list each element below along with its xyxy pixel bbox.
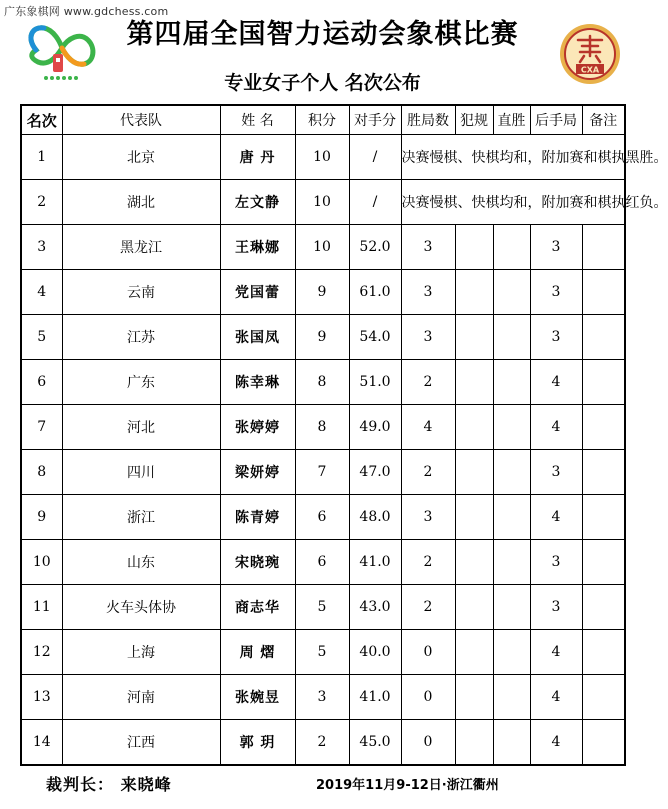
cell-wins: 4: [401, 405, 455, 450]
cell-direct: [493, 315, 530, 360]
site-watermark: 广东象棋网 www.gdchess.com: [4, 5, 169, 18]
cell-opp-points: 48.0: [349, 495, 401, 540]
table-row: [21, 720, 625, 766]
header-team: 代表队: [62, 105, 220, 135]
cell-second: 3: [530, 315, 582, 360]
cell-second: 4: [530, 495, 582, 540]
cell-opp-points: /: [349, 180, 401, 225]
cell-fouls: [455, 585, 493, 630]
cell-opp-points: 47.0: [349, 450, 401, 495]
page-subtitle: 专业女子个人 名次公布: [224, 72, 421, 94]
cell-opp-points: 41.0: [349, 675, 401, 720]
header-direct: 直胜: [493, 105, 530, 135]
table-row: [21, 585, 625, 630]
cell-wins: 0: [401, 630, 455, 675]
cell-rank: 14: [21, 720, 62, 766]
cell-second: 4: [530, 360, 582, 405]
cell-opp-points: 49.0: [349, 405, 401, 450]
cell-team: 云南: [62, 270, 220, 315]
table-row: [21, 270, 625, 315]
cell-wins: 3: [401, 495, 455, 540]
header-rank: 名次: [21, 105, 62, 135]
header-opp-points: 对手分: [349, 105, 401, 135]
cell-opp-points: 43.0: [349, 585, 401, 630]
cell-direct: [493, 405, 530, 450]
header-name: 姓 名: [220, 105, 295, 135]
table-row: [21, 495, 625, 540]
cell-remark: [582, 675, 625, 720]
cell-fouls: [455, 270, 493, 315]
header-points: 积分: [295, 105, 349, 135]
cell-fouls: [455, 405, 493, 450]
cell-team: 上海: [62, 630, 220, 675]
cell-second: 3: [530, 585, 582, 630]
cell-fouls: [455, 315, 493, 360]
header-fouls: 犯规: [455, 105, 493, 135]
cell-rank: 3: [21, 225, 62, 270]
cell-wins: 2: [401, 360, 455, 405]
cell-rank: 6: [21, 360, 62, 405]
chief-referee: 裁判长： 来晓峰: [46, 775, 172, 794]
cell-remark: [582, 225, 625, 270]
table-row: [21, 135, 625, 180]
cell-fouls: [455, 360, 493, 405]
cell-direct: [493, 630, 530, 675]
cell-team: 湖北: [62, 180, 220, 225]
cell-opp-points: 40.0: [349, 630, 401, 675]
cell-remark: [582, 315, 625, 360]
cell-second: 3: [530, 450, 582, 495]
cell-rank: 1: [21, 135, 62, 180]
cell-team: 江西: [62, 720, 220, 766]
cell-opp-points: 54.0: [349, 315, 401, 360]
cell-second: 3: [530, 225, 582, 270]
cell-remark: [582, 360, 625, 405]
cell-team: 河南: [62, 675, 220, 720]
cell-fouls: [455, 675, 493, 720]
cell-points: 3: [295, 675, 349, 720]
cell-name: 宋晓琬: [220, 540, 295, 585]
emblem-label: CXA: [580, 65, 600, 75]
cell-wins: 0: [401, 675, 455, 720]
table-header-row: [21, 105, 625, 135]
cell-points: 9: [295, 315, 349, 360]
cell-rank: 12: [21, 630, 62, 675]
table-row: [21, 630, 625, 675]
cell-rank: 2: [21, 180, 62, 225]
cell-rank: 5: [21, 315, 62, 360]
cell-wins: 2: [401, 585, 455, 630]
table-row: [21, 225, 625, 270]
cell-rank: 10: [21, 540, 62, 585]
cell-second: 4: [530, 675, 582, 720]
cell-points: 10: [295, 135, 349, 180]
cell-second: 4: [530, 630, 582, 675]
cell-points: 9: [295, 270, 349, 315]
table-row: [21, 450, 625, 495]
cell-team: 黑龙江: [62, 225, 220, 270]
cell-wins: 2: [401, 450, 455, 495]
cell-name: 商志华: [220, 585, 295, 630]
cell-fouls: [455, 720, 493, 766]
cell-rank: 11: [21, 585, 62, 630]
cell-team: 四川: [62, 450, 220, 495]
cell-name: 张婉昱: [220, 675, 295, 720]
cell-rank: 8: [21, 450, 62, 495]
table-row: [21, 360, 625, 405]
cell-direct: [493, 720, 530, 766]
cell-opp-points: 45.0: [349, 720, 401, 766]
cell-fouls: [455, 495, 493, 540]
cell-opp-points: /: [349, 135, 401, 180]
cell-direct: [493, 450, 530, 495]
cell-second: 3: [530, 540, 582, 585]
table-row: [21, 315, 625, 360]
page-title: 第四届全国智力运动会象棋比赛: [126, 19, 519, 50]
results-table: [20, 104, 668, 766]
cell-second: 4: [530, 720, 582, 766]
table-row: [21, 405, 625, 450]
cell-team: 火车头体协: [62, 585, 220, 630]
cell-direct: [493, 585, 530, 630]
table-row: [21, 180, 625, 225]
table-row: [21, 675, 625, 720]
table-row: [21, 540, 625, 585]
cell-remark: [582, 450, 625, 495]
cell-team: 北京: [62, 135, 220, 180]
cell-points: 10: [295, 180, 349, 225]
cell-name: 张婷婷: [220, 405, 295, 450]
cell-wins: 3: [401, 270, 455, 315]
cell-fouls: [455, 225, 493, 270]
cell-direct: [493, 675, 530, 720]
cell-remark: [582, 495, 625, 540]
cell-fouls: [455, 540, 493, 585]
cell-team: 河北: [62, 405, 220, 450]
cell-direct: [493, 270, 530, 315]
cell-team: 广东: [62, 360, 220, 405]
cell-remark: [582, 630, 625, 675]
cell-name: 周 熠: [220, 630, 295, 675]
cell-name: 党国蕾: [220, 270, 295, 315]
cell-remark: [582, 720, 625, 766]
cell-rank: 4: [21, 270, 62, 315]
cell-second: 3: [530, 270, 582, 315]
cell-points: 8: [295, 360, 349, 405]
cell-name: 陈青婷: [220, 495, 295, 540]
cell-remark: [582, 270, 625, 315]
cell-span-remark: 决赛慢棋、快棋均和，附加赛和棋执红负。: [401, 180, 625, 225]
cell-remark: [582, 540, 625, 585]
cell-name: 王琳娜: [220, 225, 295, 270]
cell-points: 5: [295, 630, 349, 675]
cell-name: 张国凤: [220, 315, 295, 360]
cell-points: 8: [295, 405, 349, 450]
cell-team: 浙江: [62, 495, 220, 540]
cell-direct: [493, 495, 530, 540]
cell-span-remark: 决赛慢棋、快棋均和，附加赛和棋执黑胜。: [401, 135, 625, 180]
cell-team: 江苏: [62, 315, 220, 360]
cell-team: 山东: [62, 540, 220, 585]
cell-points: 10: [295, 225, 349, 270]
cell-direct: [493, 225, 530, 270]
cell-direct: [493, 360, 530, 405]
header-wins: 胜局数: [401, 105, 455, 135]
date-place: 2019年11月9-12日·浙江衢州: [316, 778, 499, 793]
cell-name: 郭 玥: [220, 720, 295, 766]
cell-opp-points: 41.0: [349, 540, 401, 585]
cell-points: 6: [295, 495, 349, 540]
cell-fouls: [455, 630, 493, 675]
cell-name: 唐 丹: [220, 135, 295, 180]
cell-rank: 9: [21, 495, 62, 540]
cell-remark: [582, 405, 625, 450]
cell-wins: 2: [401, 540, 455, 585]
cell-points: 2: [295, 720, 349, 766]
cell-name: 左文静: [220, 180, 295, 225]
header-second: 后手局: [530, 105, 582, 135]
cell-fouls: [455, 450, 493, 495]
cell-direct: [493, 540, 530, 585]
cell-wins: 3: [401, 315, 455, 360]
cell-points: 7: [295, 450, 349, 495]
cell-points: 5: [295, 585, 349, 630]
cell-remark: [582, 585, 625, 630]
header-remark: 备注: [582, 105, 625, 135]
cell-rank: 13: [21, 675, 62, 720]
cell-rank: 7: [21, 405, 62, 450]
cell-wins: 3: [401, 225, 455, 270]
cell-name: 陈幸琳: [220, 360, 295, 405]
cell-opp-points: 61.0: [349, 270, 401, 315]
cell-opp-points: 51.0: [349, 360, 401, 405]
cell-opp-points: 52.0: [349, 225, 401, 270]
cell-wins: 0: [401, 720, 455, 766]
cell-name: 梁妍婷: [220, 450, 295, 495]
cell-second: 4: [530, 405, 582, 450]
cell-points: 6: [295, 540, 349, 585]
